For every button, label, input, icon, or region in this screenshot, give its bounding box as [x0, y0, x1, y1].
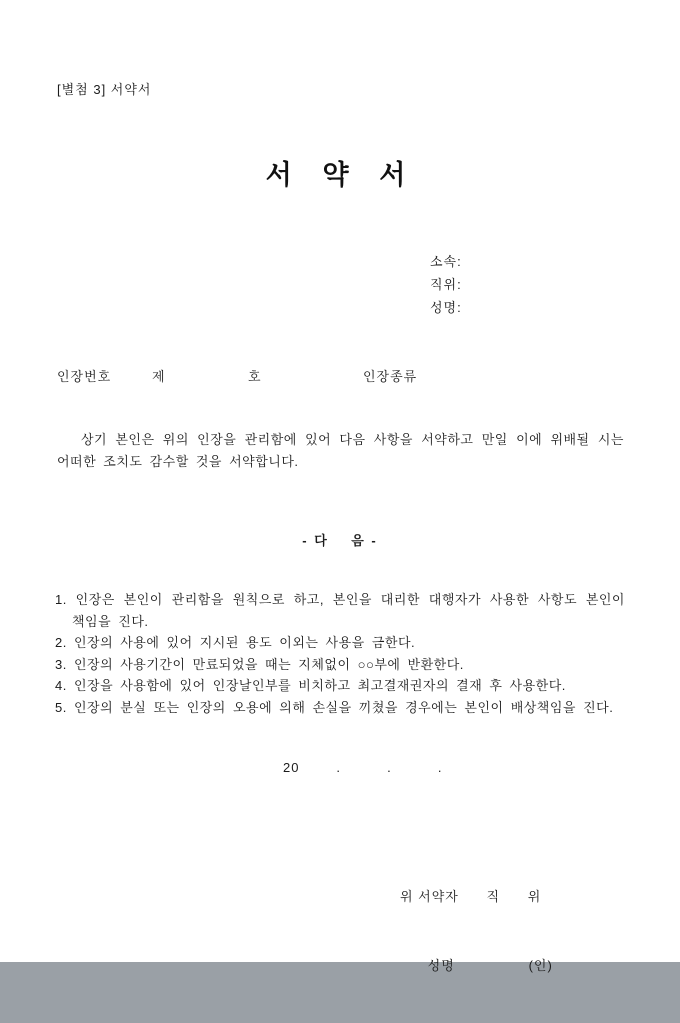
affiliation-label: 소속: [430, 254, 462, 269]
signature-block [400, 839, 553, 1023]
clause-item-4: 4. 인장을 사용함에 있어 인장날인부를 비치하고 최고결재권자의 결재 후 사용한다. [55, 678, 566, 693]
seal-type-label: 인장종류 [363, 369, 418, 384]
seal-number-label: 인장번호 [57, 369, 112, 384]
seal-number-prefix: 제 [152, 369, 166, 384]
seal-number-suffix: 호 [248, 369, 262, 384]
clause-item-5: 5. 인장의 분실 또는 인장의 오용에 의해 손실을 끼쳤을 경우에는 본인이 배상책임을 진다. [55, 699, 614, 715]
position-label: 직위: [430, 277, 462, 292]
date-line: 20 . . . [283, 760, 443, 775]
signature-line-name-seal: 성명 (인) [400, 958, 553, 973]
seal-number-row [0, 366, 680, 386]
identity-block [430, 250, 462, 319]
document-title: 서 약 서 [265, 160, 415, 190]
daum-section-header: - 다 음 - [302, 533, 378, 548]
clause-list [55, 589, 625, 718]
clause-item-3: 3. 인장의 사용기간이 만료되었을 때는 지체없이 ○○부에 반환한다. [55, 656, 464, 672]
signature-line-pledger: 위 서약자 직 위 [400, 889, 542, 904]
clause-item-2: 2. 인장의 사용에 있어 지시된 용도 이외는 사용을 금한다. [55, 635, 416, 650]
name-label: 성명: [430, 300, 462, 315]
attachment-label: [별첨 3] 서약서 [57, 82, 152, 97]
pledge-paragraph: 상기 본인은 위의 인장을 관리함에 있어 다음 사항을 서약하고 만일 이에 위배될 시는 어떠한 조치도 감수할 것을 서약합니다. [57, 432, 624, 469]
clause-item-1: 1. 인장은 본인이 관리함을 원칙으로 하고, 본인을 대리한 대행자가 사용한 사항도 본인이 책임을 진다. [55, 592, 625, 629]
